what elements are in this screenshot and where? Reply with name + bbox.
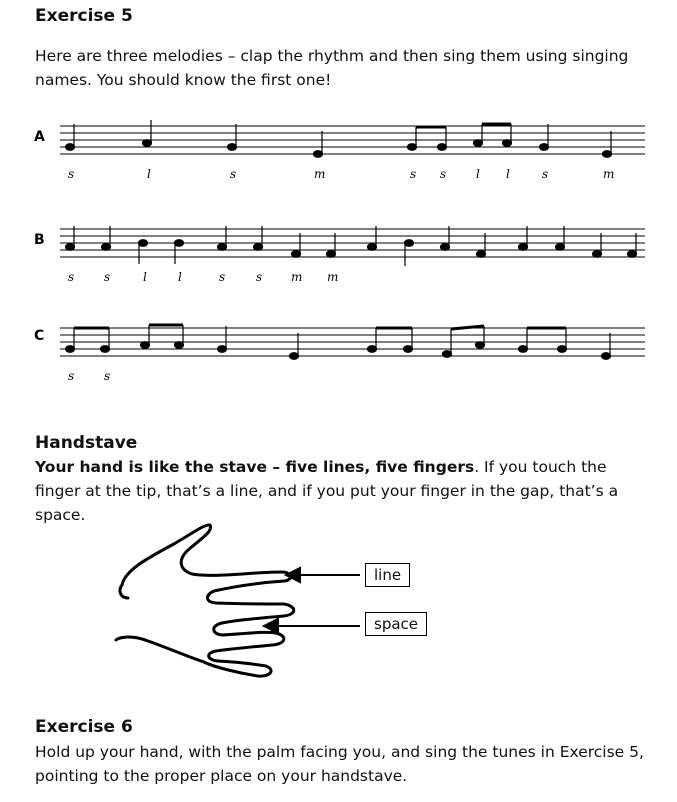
space-label: space — [365, 612, 427, 636]
syllable-b-2: s — [104, 270, 111, 284]
hand-outline-icon — [116, 525, 294, 676]
syllable-a-6: s — [440, 167, 447, 181]
syllable-b-4: l — [178, 270, 182, 284]
syllable-b-7: m — [291, 270, 303, 284]
syllable-a-2: l — [147, 167, 151, 181]
syllable-a-5: s — [410, 167, 417, 181]
exercise6-text: Hold up your hand, with the palm facing you, and sing the tunes in Exercise 5, pointing to the proper place on your handstave. — [35, 743, 644, 785]
syllable-b-1: s — [68, 270, 75, 284]
syllable-a-9: s — [542, 167, 549, 181]
syllable-a-10: m — [603, 167, 615, 181]
space-arrow — [264, 619, 360, 633]
hand-drawing — [0, 510, 677, 690]
syllable-b-3: l — [143, 270, 147, 284]
stave-a-label: A — [34, 129, 45, 145]
syllable-b-6: s — [256, 270, 263, 284]
stave-b-label: B — [34, 232, 45, 248]
exercise5-title: Exercise 5 — [35, 6, 133, 26]
syllable-c-2: s — [104, 369, 111, 383]
handstave-rest-text: . If you touch the finger at the tip, that’s a line, and if you put your finger in the gap, that’s a space. — [35, 458, 619, 524]
syllable-a-4: m — [314, 167, 326, 181]
exercise5-text: Here are three melodies – clap the rhythm and then sing them using singing names. You should know the first one! — [35, 47, 629, 89]
syllable-c-1: s — [68, 369, 75, 383]
syllable-a-7: l — [476, 167, 480, 181]
syllable-a-1: s — [68, 167, 75, 181]
syllable-b-5: s — [219, 270, 226, 284]
handstave-title: Handstave — [35, 433, 138, 453]
stave-b-notes — [66, 226, 637, 266]
syllable-a-3: s — [230, 167, 237, 181]
line-arrow — [286, 568, 360, 582]
syllable-a-8: l — [506, 167, 510, 181]
handstave-bold-text: Your hand is like the stave – five lines, five fingers — [35, 458, 475, 476]
syllable-b-8: m — [327, 270, 339, 284]
exercise6-title: Exercise 6 — [35, 717, 133, 737]
music-staves — [0, 0, 677, 400]
stave-c-label: C — [34, 328, 45, 344]
line-label: line — [365, 563, 410, 587]
